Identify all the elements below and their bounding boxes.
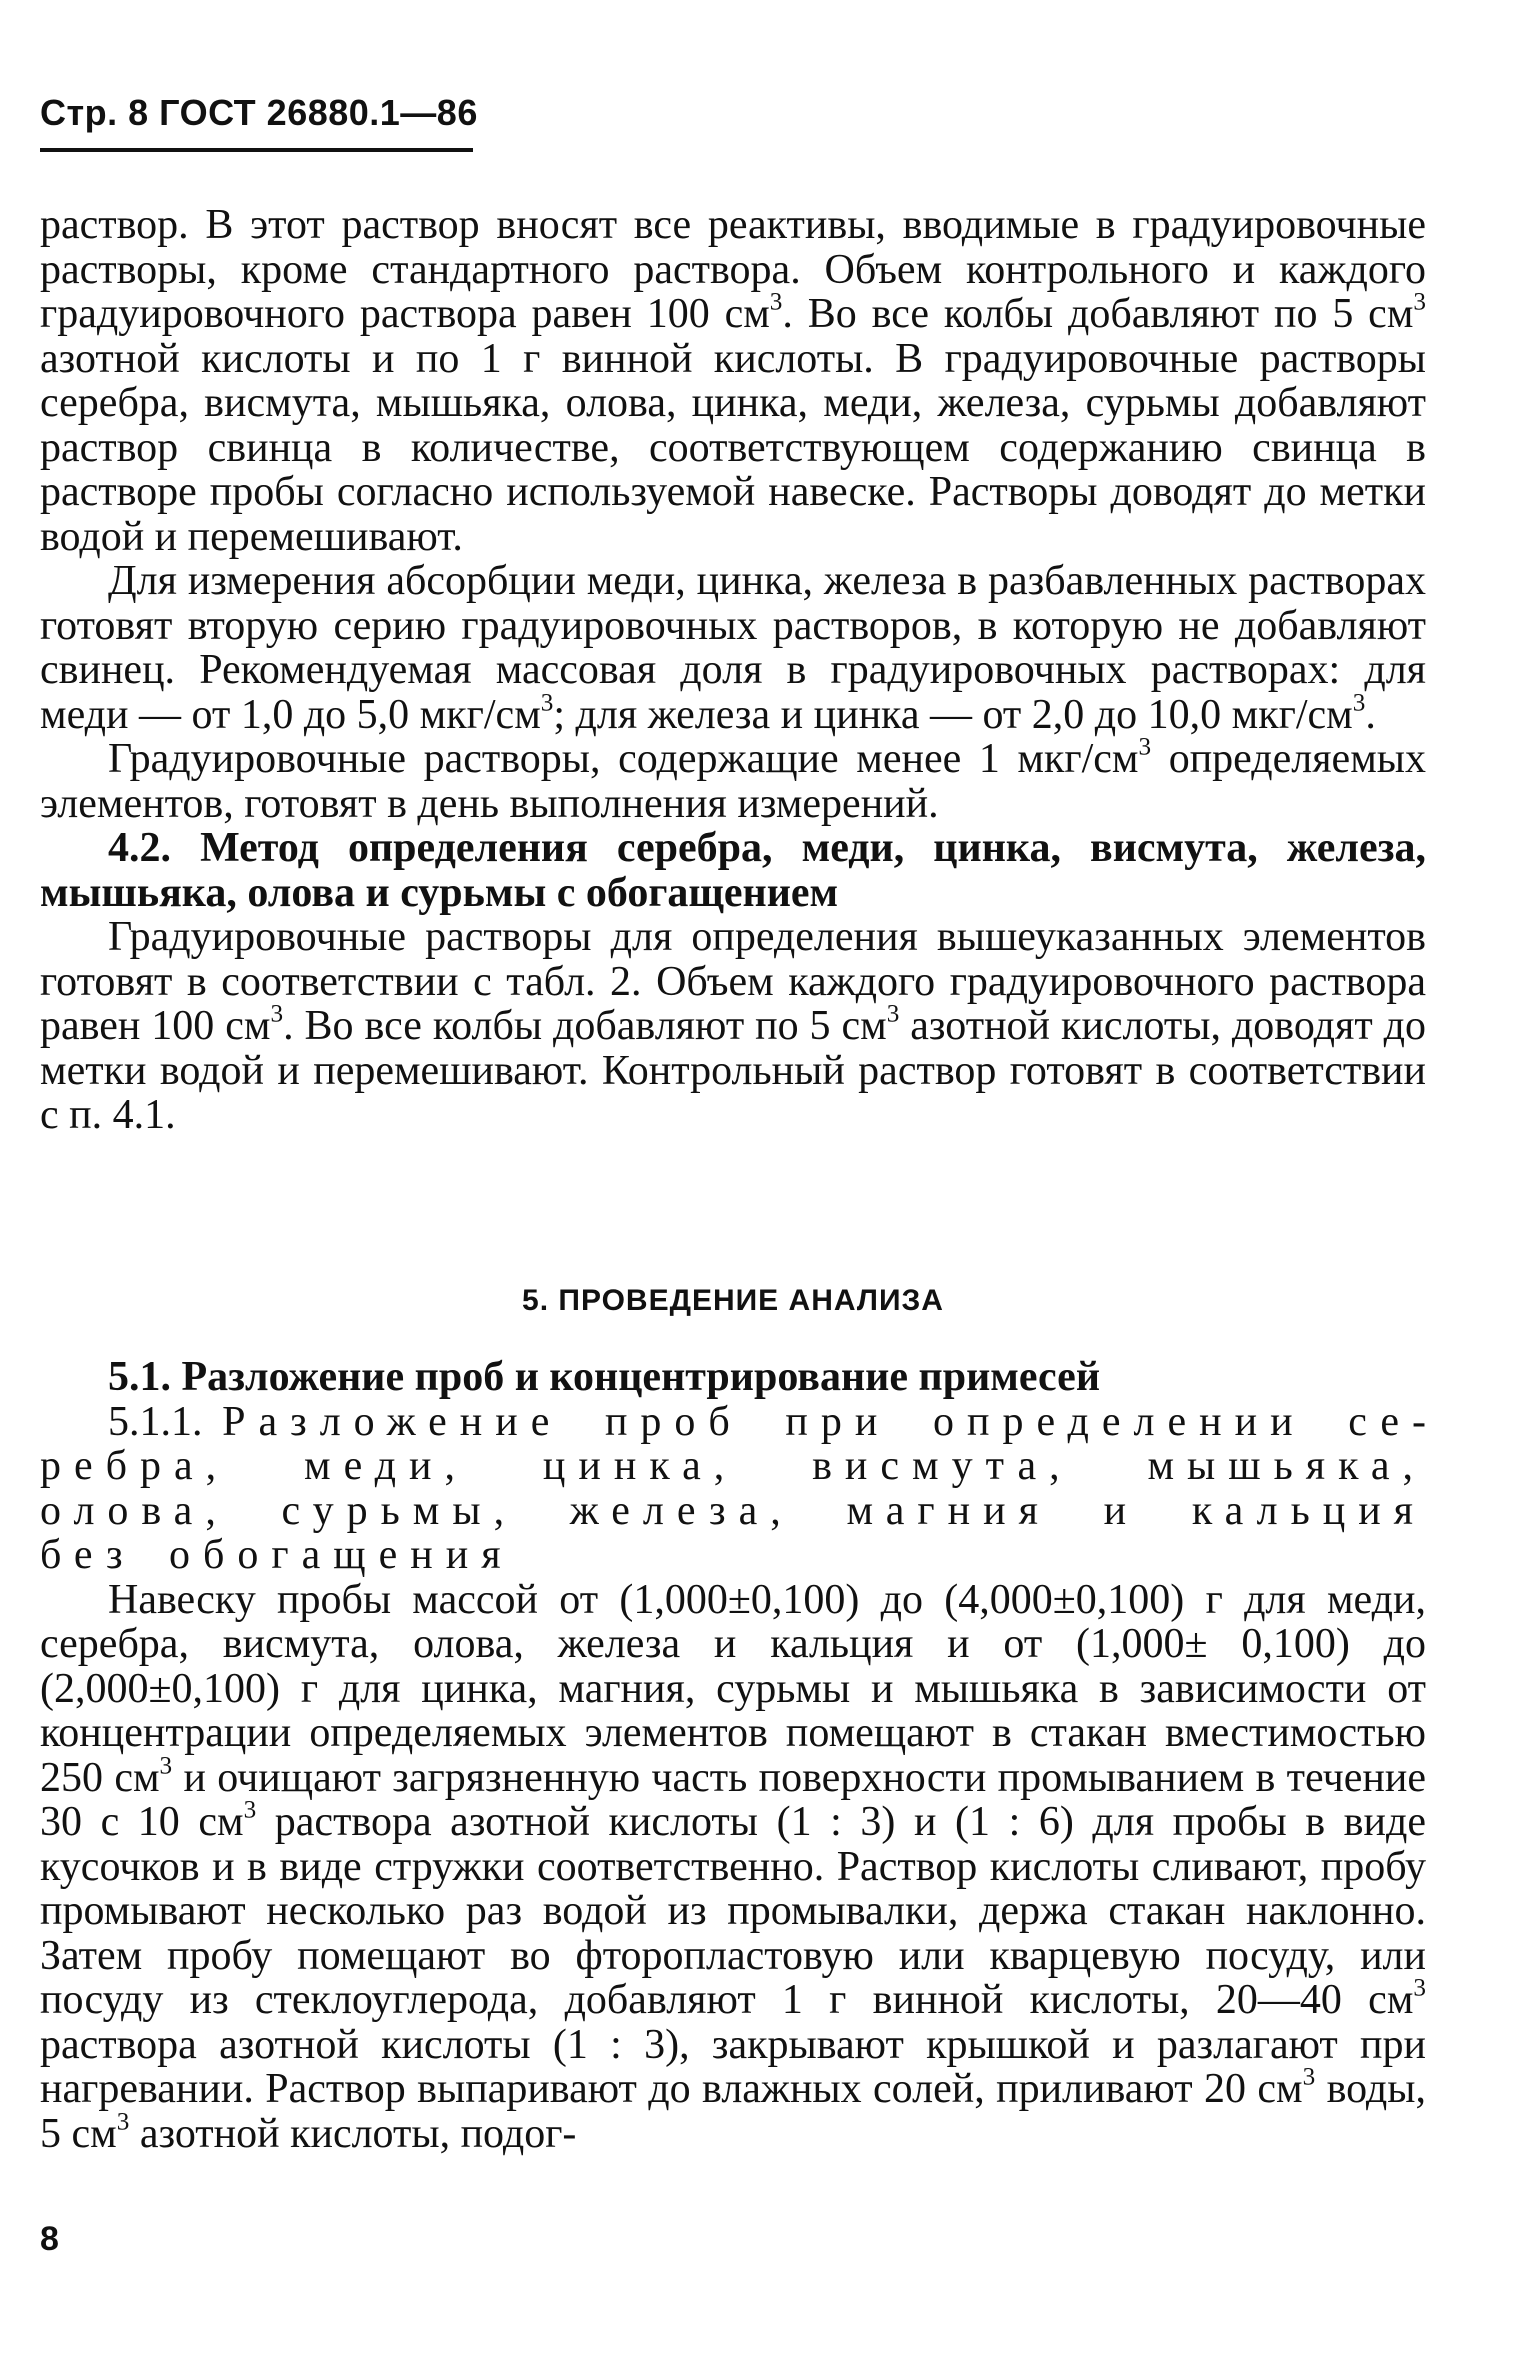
clause-title: Разложение проб при определении серебра, меди, цинка, висмута, мышьяка, олова, сурьмы, железа, магния и кальция без обогащения xyxy=(40,1398,1427,1578)
text-span: раствора азотной кислоты (1 : 3), закрывают крышкой и разлагают при нагревании. Раствор выпаривают до влажных солей, приливают 20 см xyxy=(40,2021,1426,2112)
paragraph-enrichment-solutions xyxy=(40,915,1426,1138)
clause-4-2-heading: 4.2. Метод определения серебра, меди, цинка, висмута, железа, мышьяка, олова и сурьмы с обогащением xyxy=(40,825,1426,916)
superscript: 3 xyxy=(769,288,783,316)
superscript: 3 xyxy=(1138,733,1152,761)
superscript: 3 xyxy=(1302,2063,1316,2091)
superscript: 3 xyxy=(243,1796,257,1824)
text-span: . xyxy=(1365,691,1376,738)
paragraph-preparation-day xyxy=(40,733,1426,827)
text-span: Градуировочные растворы, содержащие менее 1 мкг/см xyxy=(108,736,1139,782)
header-rule xyxy=(40,148,473,152)
text-span: Для измерения абсорбции меди, цинка, железа в разбавленных растворах готовят вторую серию градуировочных растворов, в которую не добавляют свинец. Рекомендуемая массовая доля в градуировочных растворах: для меди — от 1,0 до 5,0 мкг/см xyxy=(40,558,1426,738)
text-span: и очищают загрязненную часть поверхности промыванием в течение 30 с 10 см xyxy=(40,1754,1426,1845)
running-header: Стр. 8 ГОСТ 26880.1—86 xyxy=(40,92,478,133)
superscript: 3 xyxy=(116,2107,130,2135)
superscript: 3 xyxy=(886,1000,900,1028)
superscript: 3 xyxy=(159,1751,173,1779)
paragraph-control-solution xyxy=(40,203,1426,559)
superscript: 3 xyxy=(540,688,554,716)
clause-5-1-1-heading xyxy=(40,1400,1426,1578)
paragraph-sample-decomposition xyxy=(40,1578,1426,2157)
text-span: . Во все колбы добавляют по 5 см xyxy=(782,291,1414,337)
text-span: ; для железа и цинка — от 2,0 до 10,0 мкг/см xyxy=(553,691,1353,738)
text-span: воды, 5 см xyxy=(40,2066,1427,2157)
paragraph-second-series xyxy=(40,559,1426,737)
clause-5-1-heading: 5.1. Разложение проб и концентрирование примесей xyxy=(108,1354,1101,1400)
text-span: азотной кислоты, доводят до метки водой и перемешивают. Контрольный раствор готовят в соответствии с п. 4.1. xyxy=(40,1003,1427,1138)
text-span: раствора азотной кислоты (1 : 3) и (1 : 6) для пробы в виде кусочков и в виде стружки соответственно. Раствор кислоты сливают, пробу промывают несколько раз водой из промывалки, держа стакан наклонно. Затем пробу помещают во фторопластовую или кварцевую посуду, или посуду из стеклоуглерода, добавляют 1 г винной кислоты, 20—40 см xyxy=(40,1799,1426,2023)
text-span: Навеску пробы массой от (1,000±0,100) до (4,000±0,100) г для меди, серебра, висмута, олова, железа и кальция и от (1,000± 0,100) до (2,000±0,100) г для цинка, магния, сурьмы и мышьяка в зависимости от концентрации определяемых элементов помещают в стакан вместимостью 250 см xyxy=(40,1576,1426,1801)
section-5-heading: 5. ПРОВЕДЕНИЕ АНАЛИЗА xyxy=(522,1284,944,1317)
superscript: 3 xyxy=(1413,1974,1426,2002)
superscript: 3 xyxy=(270,1000,284,1028)
superscript: 3 xyxy=(1352,688,1366,716)
page-number: 8 xyxy=(40,2220,59,2258)
text-span: раствор. В этот раствор вносят все реактивы, вводимые в градуировочные растворы, кроме стандартного раствора. Объем контрольного и каждого градуировочного раствора равен 100 см xyxy=(40,202,1426,337)
section-5-body xyxy=(40,1355,1426,2156)
text-span: Градуировочные растворы для определения вышеуказанных элементов готовят в соответствии с табл. 2. Объем каждого градуировочного раствора равен 100 см xyxy=(40,914,1426,1049)
text-span: . Во все колбы добавляют по 5 см xyxy=(283,1003,887,1049)
section-4-continuation xyxy=(40,203,1426,1138)
superscript: 3 xyxy=(1413,288,1426,316)
clause-number: 5.1.1. xyxy=(108,1398,203,1445)
text-span: азотной кислоты и по 1 г винной кислоты. В градуировочные растворы серебра, висмута, мышьяка, олова, цинка, меди, железа, сурьмы добавляют раствор свинца в количестве, соответствующем содержанию свинца в растворе пробы согласно используемой навеске. Растворы доводят до метки водой и перемешивают. xyxy=(40,335,1426,560)
text-span: определяемых элементов, готовят в день выполнения измерений. xyxy=(40,736,1426,827)
text-span: азотной кислоты, подог- xyxy=(129,2110,577,2157)
